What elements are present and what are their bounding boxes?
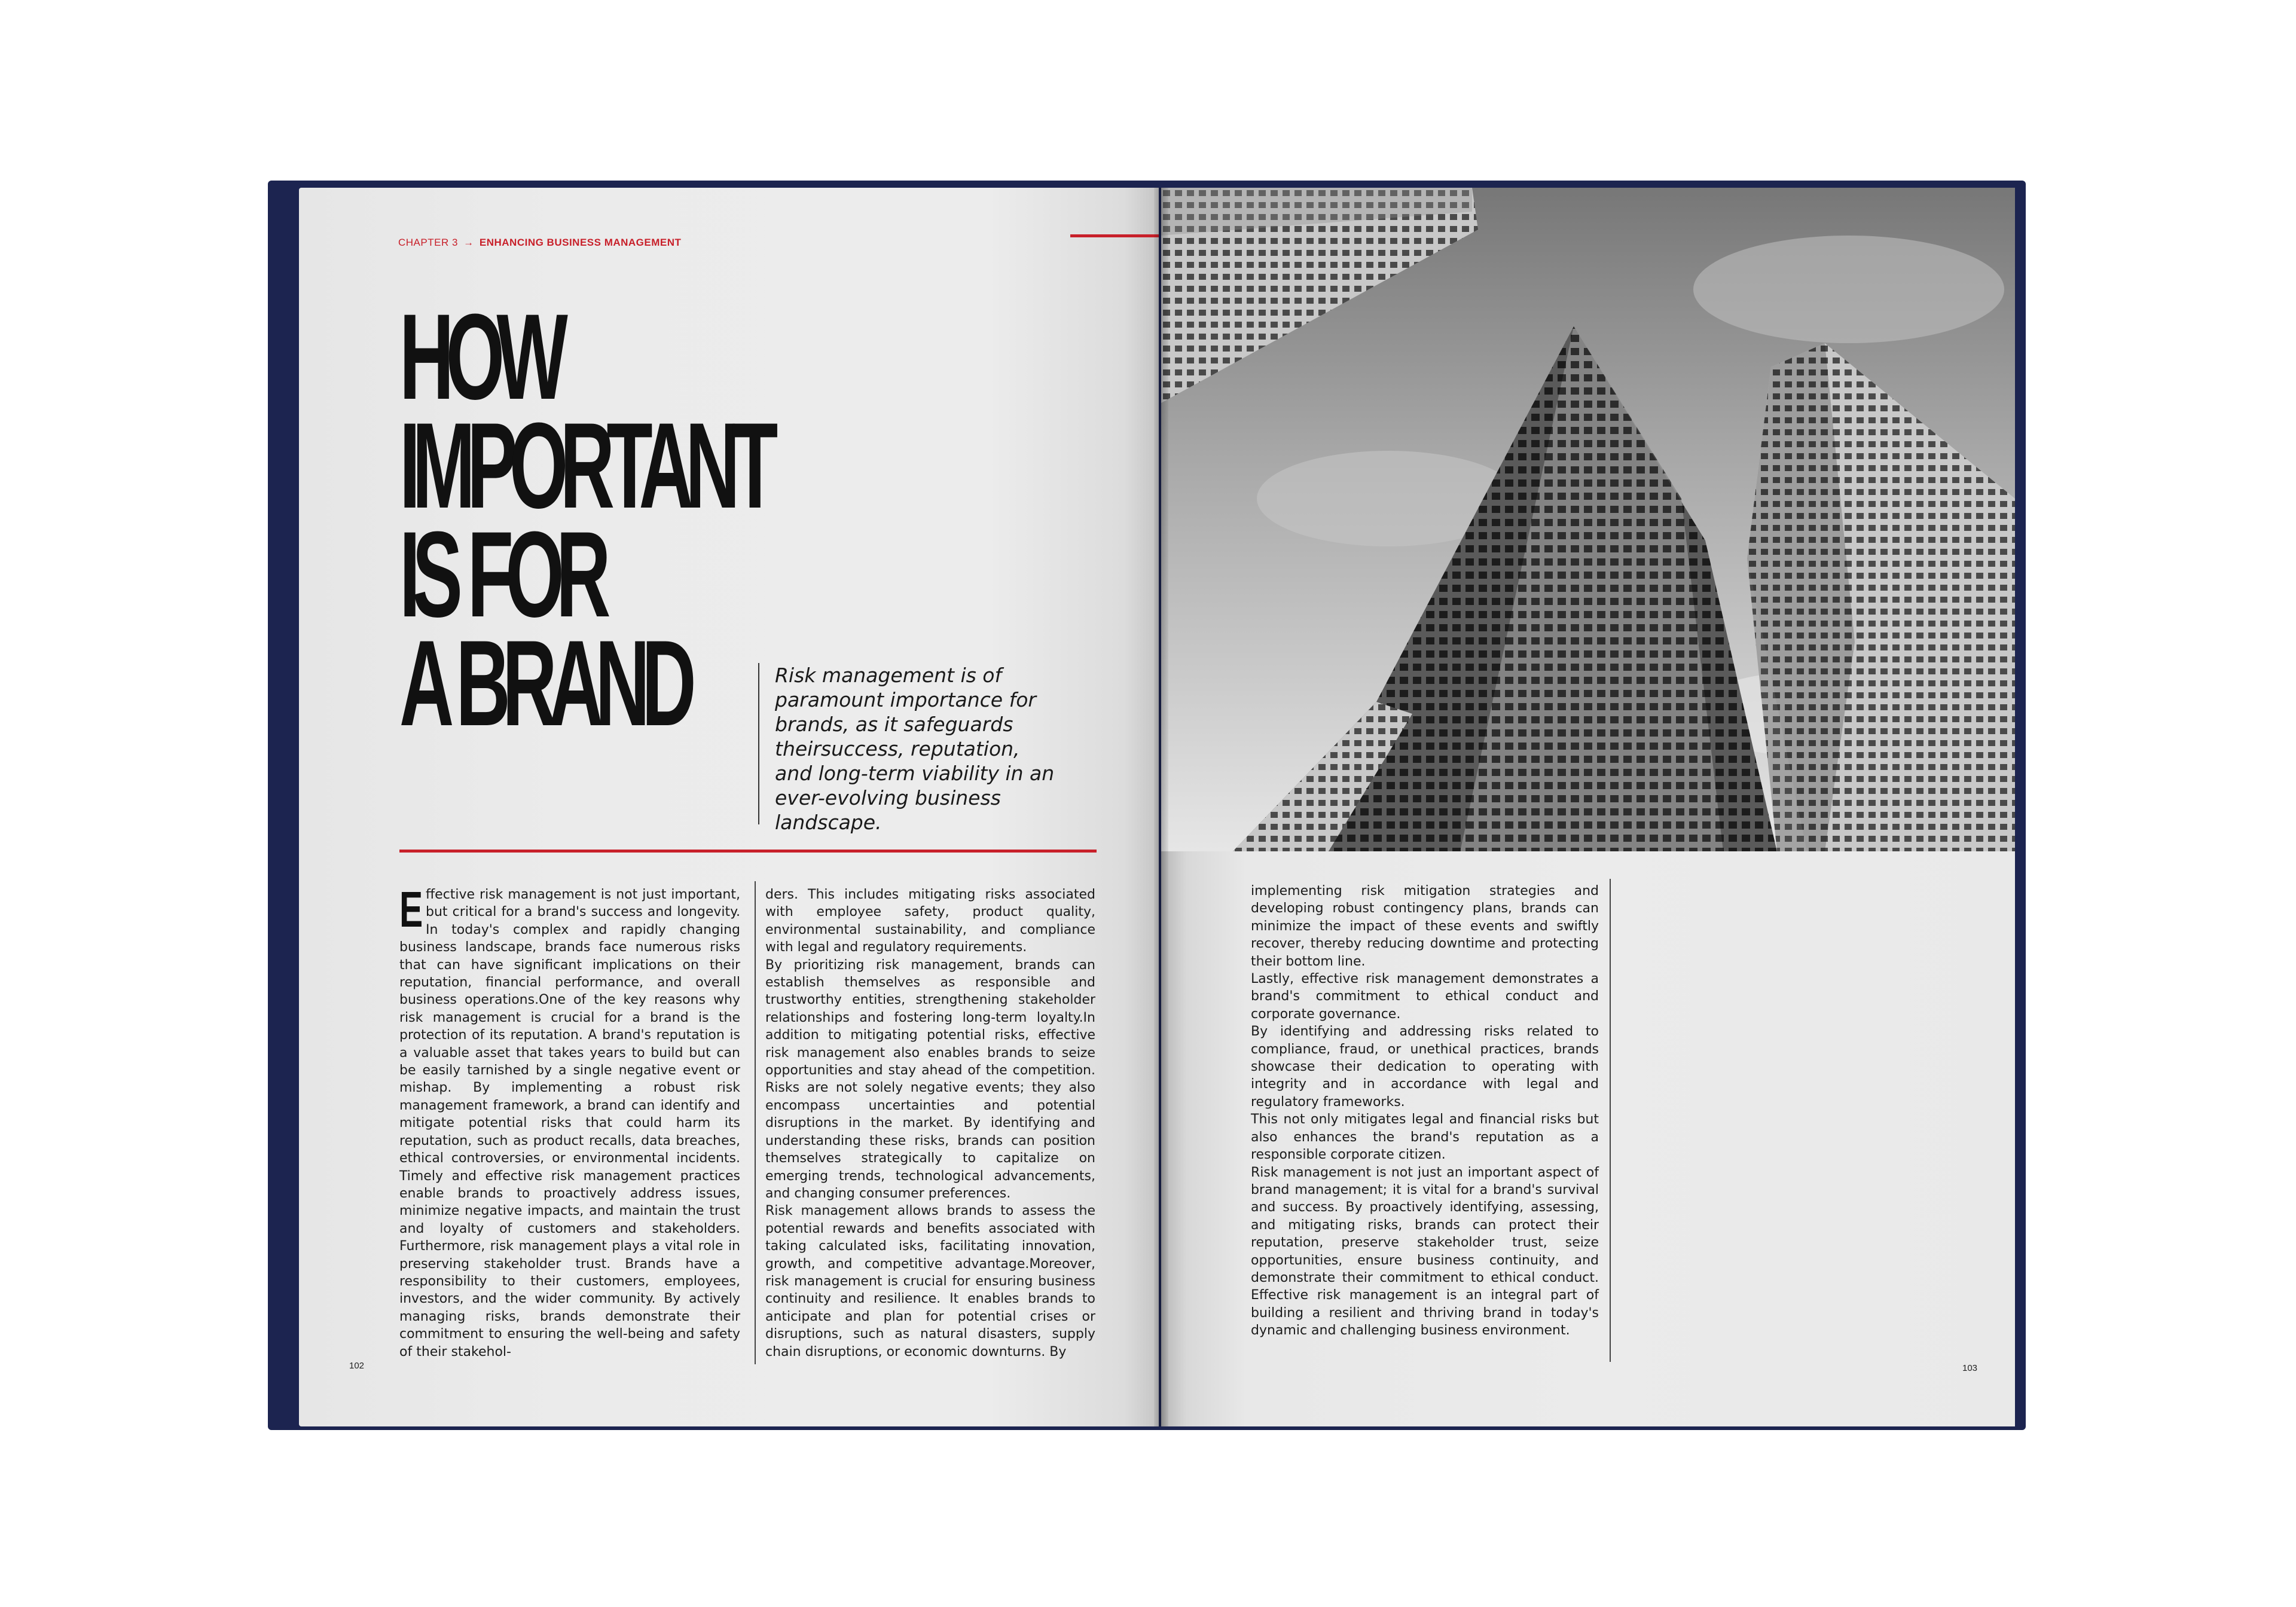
arrow-right-icon: → bbox=[463, 237, 474, 248]
top-red-rule bbox=[1070, 234, 1159, 237]
left-page bbox=[299, 188, 1159, 1426]
headline bbox=[399, 289, 770, 751]
body-column-3 bbox=[1251, 882, 1599, 1340]
book-spine bbox=[1154, 188, 1168, 1426]
body-paragraph: This not only mitigates legal and financial risks but also enhances the brand's reputation as a responsible corporate citizen. bbox=[1251, 1112, 1599, 1163]
skyscraper-photo-illustration bbox=[1161, 188, 2015, 851]
body-paragraph: ders. This includes mitigating risks associated with employee safety, product quality, environmental sustainability, and compliance with legal and regulatory requirements. bbox=[765, 887, 1095, 955]
skyscraper-photo bbox=[1161, 188, 2015, 851]
column-divider bbox=[755, 881, 756, 1364]
body-paragraph: By prioritizing risk management, brands can establish themselves as responsible and trustworthy entities, strengthening stakeholder relationships and fostering long-term loyalty.In addition to mitigating potential risks, effective risk management also enables brands to seize opportunities and stay ahead of the competition. Risks are not solely negative events; they also encompass uncertainties and potential disruptions in the market. By identifying and understanding these risks, brands can position themselves strategically to capitalize on emerging trends, technological advancements, and changing consumer preferences. bbox=[765, 957, 1095, 1201]
body-column-1 bbox=[399, 881, 740, 1361]
body-text: ffective risk management is not just important, but critical for a brand's success and longevity. In today's complex and rapidly changing business landscape, brands face numerous risks that can have significant implications on their reputation, financial performance, and overall business operations.One of the key reasons why risk management is crucial for a brand is the protection of its reputation. A brand's reputation is a valuable asset that takes years to build but can be easily tarnished by a single negative event or mishap. By implementing a robust risk management framework, a brand can identify and mitigate potential risks that could harm its reputation, such as product recalls, data breaches, ethical controversies, or environmental incidents. Timely and effective risk management practices enable brands to proactively address issues, minimize negative impacts, and maintain the trust and loyalty of customers and stakeholders. Furthermore, risk management plays a vital role in preserving stakeholder trust. Brands have a responsibility to their customers, employees, investors, and the wider community. By actively managing risks, brands demonstrate their commitment to ensuring the well-being and safety of their stakehol- bbox=[399, 887, 740, 1359]
pull-quote: Risk management is of paramount importance for brands, as it safeguards theirsuccess, reputation, and long-term viability in an ever-evolving business landscape. bbox=[758, 663, 1057, 824]
page-number: 102 bbox=[349, 1361, 365, 1371]
headline-line: IS FOR bbox=[399, 506, 603, 643]
body-paragraph: implementing risk mitigation strategies and developing robust contingency plans, brands can minimize the impact of these events and swiftly recover, thereby reducing downtime and protecting their bottom line. bbox=[1251, 884, 1599, 969]
body-paragraph: By identifying and addressing risks related to compliance, fraud, or unethical practices, brands showcase their dedication to operating with integrity and in accordance with legal and regulatory frameworks. bbox=[1251, 1024, 1599, 1110]
right-page bbox=[1161, 188, 2015, 1426]
running-head-chapter: CHAPTER 3 bbox=[398, 237, 458, 248]
headline-line: IMPORTANT bbox=[399, 398, 770, 534]
running-head bbox=[398, 237, 681, 249]
headline-line: HOW bbox=[399, 289, 560, 425]
page-number: 103 bbox=[1962, 1363, 1978, 1373]
drop-cap: E bbox=[399, 881, 423, 937]
body-paragraph: Risk management allows brands to assess the potential rewards and benefits associated with taking calculated isks, facilitating innovation, growth, and competitive advantage.Moreover, risk management is crucial for ensuring business continuity and resilience. It enables brands to anticipate and plan for potential crises or disruptions, such as natural disasters, supply chain disruptions, or economic downturns. By bbox=[765, 1203, 1095, 1359]
body-paragraph: Risk management is not just an important aspect of brand management; it is vital for a brand's survival and success. By proactively identifying, assessing, and mitigating risks, brands can protect their reputation, preserve stakeholder trust, seize opportunities, ensure business continuity, and demonstrate their commitment to ethical conduct. Effective risk management is an integral part of building a resilient and thriving brand in today's dynamic and challenging business environment. bbox=[1251, 1165, 1599, 1339]
body-column-2 bbox=[765, 886, 1095, 1361]
body-paragraph: Lastly, effective risk management demonstrates a brand's commitment to ethical conduct and corporate governance. bbox=[1251, 971, 1599, 1022]
headline-line: A BRAND bbox=[399, 615, 689, 751]
running-head-title: ENHANCING BUSINESS MANAGEMENT bbox=[479, 237, 682, 248]
section-red-rule bbox=[399, 850, 1097, 853]
column-divider bbox=[1610, 879, 1611, 1362]
